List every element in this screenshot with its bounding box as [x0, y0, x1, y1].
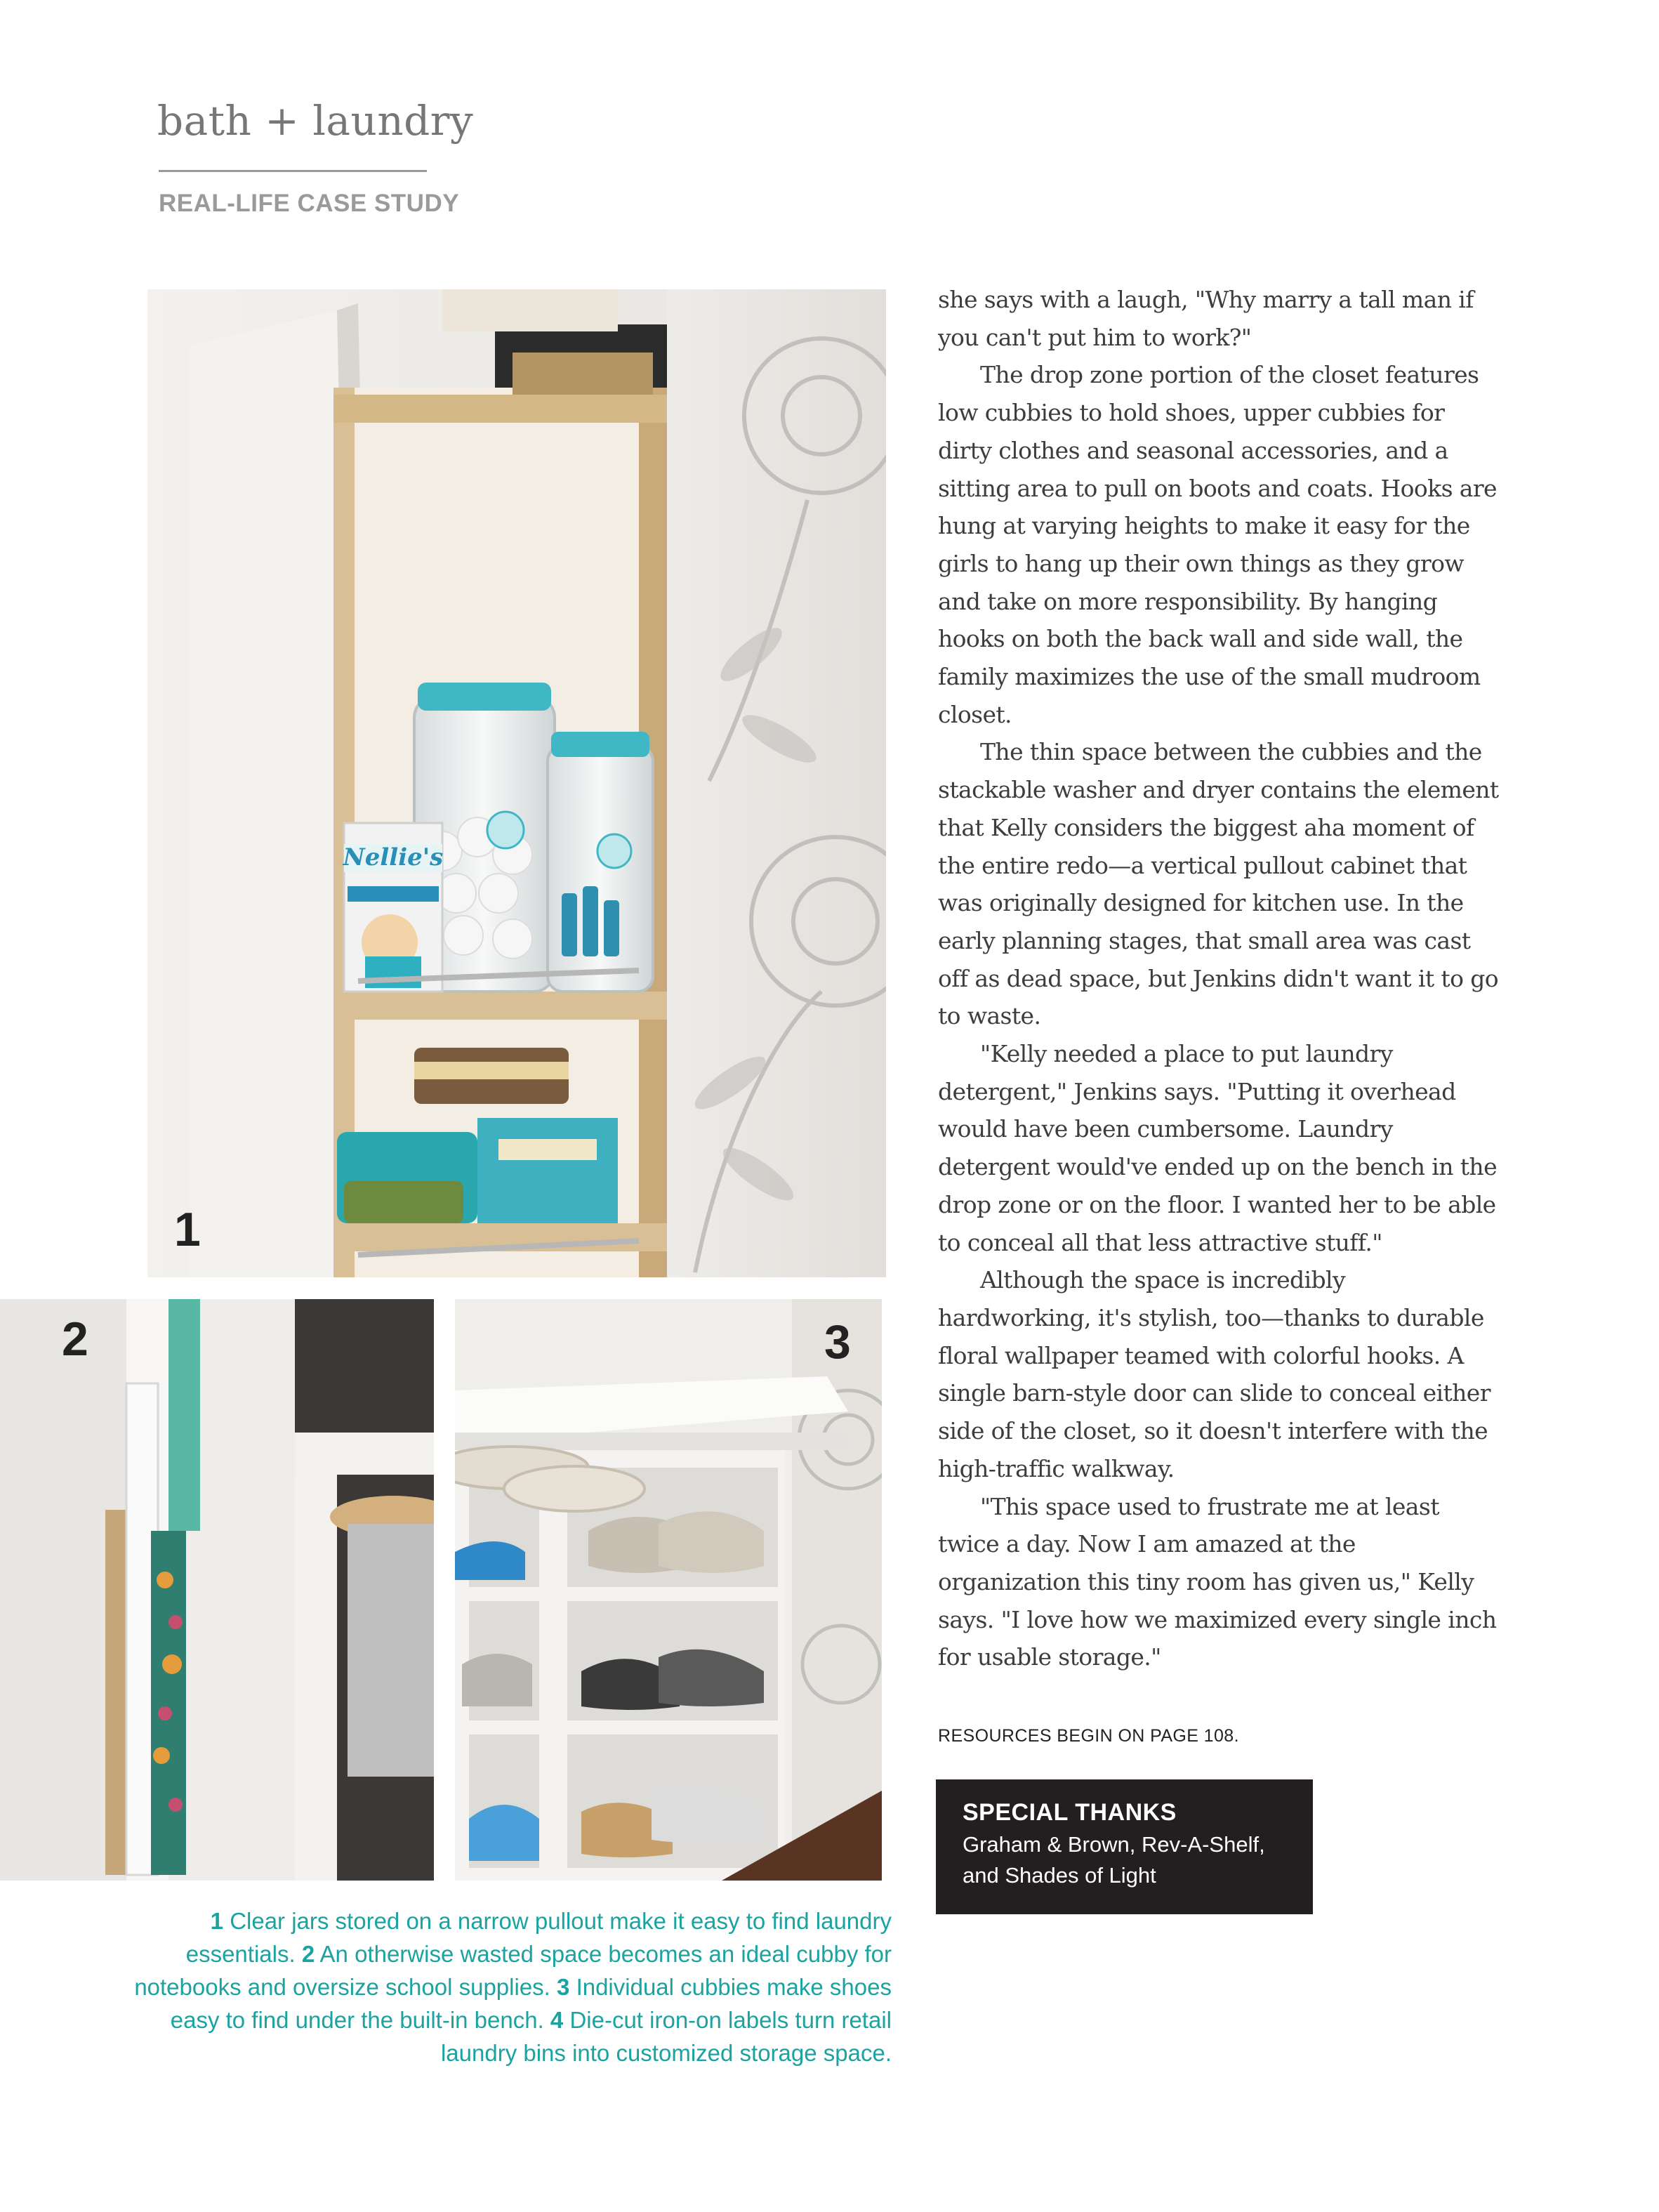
- body-paragraph: she says with a laugh, "Why marry a tall man if you can't put him to work?": [938, 286, 1474, 351]
- caption-num: 2: [301, 1941, 315, 1967]
- special-thanks-box: [936, 1779, 1313, 1914]
- photo-shoe-cubbies: [455, 1299, 882, 1881]
- caption-text: An otherwise wasted space becomes an ideal cubby for notebooks and oversize school supplies.: [134, 1941, 892, 2000]
- caption-text: Individual cubbies make shoes easy to find under the built-in bench.: [170, 1974, 892, 2033]
- photo-number: 2: [62, 1312, 88, 1366]
- svg-text:Nellie's: Nellie's: [343, 843, 444, 871]
- resources-note: RESOURCES BEGIN ON PAGE 108.: [938, 1726, 1239, 1746]
- special-thanks-title: SPECIAL THANKS: [963, 1799, 1177, 1826]
- section-rule: [159, 170, 427, 172]
- caption-text: Die-cut iron-on labels turn retail laundry bins into customized storage space.: [440, 2007, 892, 2066]
- photo-pullout-cabinet: [147, 289, 886, 1277]
- body-paragraph: "This space used to frustrate me at least twice a day. Now I am amazed at the organization this tiny room has given us," Kelly says. "I love how we maximized every single inch for usable storage.": [938, 1492, 1497, 1671]
- body-paragraph: Although the space is incredibly hardworking, it's stylish, too—thanks to durable floral wallpaper teamed with colorful hooks. A single barn-style door can slide to conceal either side of the closet, so it doesn't interfere with the high-traffic walkway.: [938, 1266, 1491, 1482]
- body-paragraph: The thin space between the cubbies and the stackable washer and dryer contains the element that Kelly considers the biggest aha moment of the entire redo—a vertical pullout cabinet that was originally designed for kitchen use. In the early planning stages, that small area was cast off as dead space, but Jenkins didn't want it to go to waste.: [938, 738, 1499, 1030]
- photo-notebook-cubby: [0, 1299, 434, 1881]
- body-paragraph: "Kelly needed a place to put laundry detergent," Jenkins says. "Putting it overhead would have been cumbersome. Laundry detergent would've ended up on the bench in the drop zone or on the floor. I wanted her to be able to conceal all that less attractive stuff.": [938, 1040, 1497, 1256]
- caption-text: Clear jars stored on a narrow pullout make it easy to find laundry essentials.: [185, 1908, 892, 1967]
- photo-number: 3: [824, 1315, 851, 1369]
- caption-num: 1: [210, 1908, 224, 1934]
- caption-num: 3: [557, 1974, 570, 2000]
- section-title: bath + laundry: [157, 97, 474, 145]
- caption-num: 4: [550, 2007, 564, 2033]
- body-paragraph: The drop zone portion of the closet features low cubbies to hold shoes, upper cubbies for dirty clothes and seasonal accessories, and a sitting area to pull on boots and coats. Hooks are hung at varying heights to make it easy for the girls to hang up their own things as they grow and take on more responsibility. By hanging hooks on both the back wall and side wall, the family maximizes the use of the small mudroom closet.: [938, 361, 1497, 728]
- photo-number: 1: [174, 1203, 201, 1256]
- kicker: REAL-LIFE CASE STUDY: [159, 190, 460, 217]
- special-thanks-text: Graham & Brown, Rev-A-Shelf, and Shades of Light: [963, 1832, 1265, 1888]
- article-body: [938, 281, 1500, 1676]
- photo-caption: [126, 1904, 892, 2069]
